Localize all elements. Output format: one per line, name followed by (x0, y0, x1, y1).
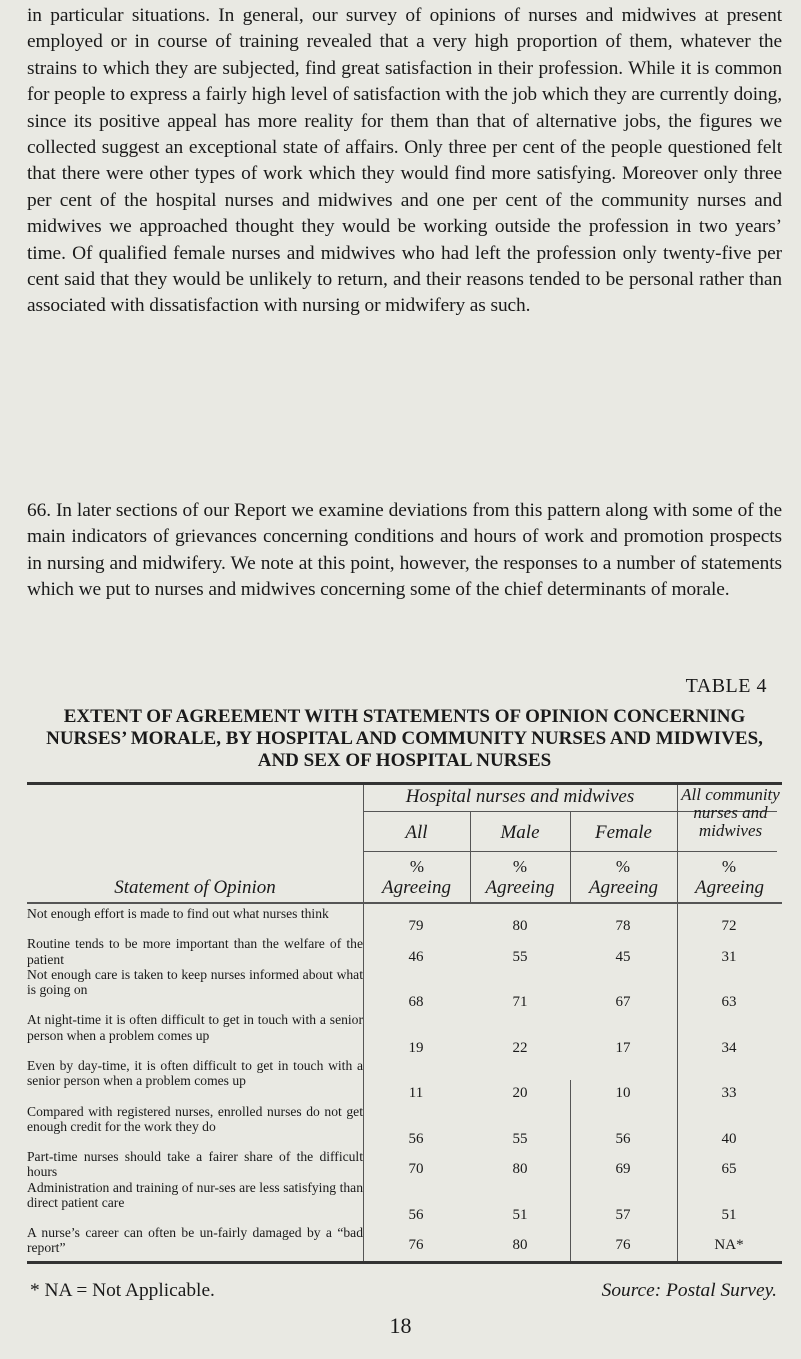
cell-community: 34 (721, 1039, 737, 1056)
cell-male: 20 (512, 1085, 528, 1102)
vline-lower (570, 1080, 571, 1261)
cell-community: NA* (714, 1237, 744, 1254)
cell-community: 51 (721, 1207, 737, 1223)
cell-all: 19 (408, 1039, 424, 1056)
cell-male: 80 (512, 918, 528, 935)
cell-all: 79 (408, 918, 424, 935)
row-statement: A nurse’s career can often be un-fairly damaged by a “bad report” (27, 1225, 363, 1256)
vline-community (677, 785, 678, 1261)
cell-male: 22 (512, 1039, 528, 1056)
cell-all: 56 (408, 1207, 424, 1223)
header-bottom-rule (27, 902, 782, 904)
paragraph-66: 66. In later sections of our Report we examine deviations from this pattern along with some of the main indicators of grievances concerning conditions and hours of work and promotion prospects in nursing and midwifery. We note at this point, however, the responses to a number of statements which we put to nurses and midwives concerning some of the chief determinants of morale. (27, 500, 782, 601)
cell-all: 11 (408, 1085, 424, 1102)
agreeing-male: Agreeing (485, 877, 555, 898)
cell-community: 40 (721, 1131, 737, 1147)
table-label: TABLE 4 (685, 675, 767, 697)
pct-female: % (615, 857, 631, 876)
cell-male: 80 (512, 1237, 528, 1254)
cell-female: 67 (615, 994, 631, 1011)
agreeing-female: Agreeing (589, 877, 658, 898)
table-top-rule (27, 782, 782, 785)
cell-community: 72 (721, 918, 737, 935)
row-statement: Compared with registered nurses, enrolled nurses do not get enough credit for the work they do (27, 1103, 363, 1134)
cell-female: 10 (615, 1085, 631, 1102)
col-male-header: Male (500, 822, 540, 843)
paragraph-satisfaction: in particular situations. In general, our survey of opinions of nurses and midwives at present employed or in course of training revealed that a very high proportion of them, whatever the strains to which they are subjected, find great satisfaction in their profession. While it is common for people to express a fairly high level of satisfaction with the job which they are currently doing, since its positive appeal has more reality for them than that of alternative jobs, the figures we collected suggest an exceptional state of affairs. Only three per cent of the people questioned felt that there were other types of work which they would find more satisfying. Moreover only three per cent of the hospital nurses and midwives and one per cent of the community nurses and midwives we approached thought they would be working outside the profession in two years’ time. Of qualified female nurses and midwives who had left the profession only twenty-five per cent said that they would be unlikely to return, and their reasons tended to be personal rather than associated with dissatisfaction with nursing or midwifery as such. (27, 5, 782, 317)
source-note: Source: Postal Survey. (601, 1280, 777, 1301)
col-all-header: All (405, 822, 428, 843)
cell-all: 70 (408, 1161, 424, 1178)
cell-community: 63 (721, 994, 737, 1011)
footnote: * NA = Not Applicable. (30, 1280, 215, 1301)
hospital-group-header: Hospital nurses and midwives (405, 786, 635, 807)
statement-header: Statement of Opinion (114, 877, 276, 898)
cell-female: 78 (615, 918, 631, 935)
cell-female: 69 (615, 1161, 631, 1178)
cell-community: 31 (721, 948, 737, 965)
pct-all: % (409, 857, 425, 876)
row-statement: Not enough effort is made to find out what nurses think (27, 906, 329, 921)
table-title: EXTENT OF AGREEMENT WITH STATEMENTS OF OPINION CONCERNING NURSES’ MORALE, BY HOSPITAL AND COMMUNITY NURSES AND MIDWIVES, AND SEX OF HOSPITAL NURSES (46, 706, 763, 771)
cell-all: 56 (408, 1131, 424, 1147)
pct-male: % (512, 857, 528, 876)
agreeing-all: Agreeing (382, 877, 451, 898)
row-statement: Not enough care is taken to keep nurses informed about what is going on (27, 966, 363, 997)
vline-statement (363, 785, 364, 1261)
cell-all: 68 (408, 994, 424, 1011)
cell-community: 65 (721, 1161, 737, 1178)
cell-female: 56 (615, 1131, 631, 1147)
cell-all: 76 (408, 1237, 424, 1254)
cell-female: 45 (615, 948, 631, 965)
cell-male: 55 (512, 1131, 528, 1147)
row-statement: Administration and training of nur-ses are less satisfying than direct patient care (27, 1179, 363, 1210)
cell-male: 80 (512, 1161, 528, 1178)
cell-female: 76 (615, 1237, 631, 1254)
page-number: 18 (389, 1313, 412, 1338)
row-statement: Routine tends to be more important than the welfare of the patient (27, 936, 363, 967)
col-female-header: Female (595, 822, 652, 843)
cell-male: 55 (512, 948, 528, 965)
row-statement: Even by day-time, it is often difficult to get in touch with a senior person when a problem comes up (27, 1058, 363, 1089)
table-bottom-rule (27, 1261, 782, 1264)
cell-male: 71 (512, 994, 528, 1011)
row-statement: Part-time nurses should take a fairer share of the difficult hours (27, 1149, 363, 1180)
cell-female: 57 (615, 1207, 631, 1223)
cell-community: 33 (721, 1085, 737, 1102)
agreeing-community: Agreeing (695, 877, 764, 898)
cell-female: 17 (615, 1039, 631, 1056)
cell-male: 51 (512, 1207, 528, 1223)
pct-community: % (721, 857, 737, 876)
row-statement: At night-time it is often difficult to get in touch with a senior person when a problem comes up (27, 1012, 363, 1043)
cell-all: 46 (408, 948, 424, 965)
community-header: All community nurses and midwives (681, 785, 780, 840)
